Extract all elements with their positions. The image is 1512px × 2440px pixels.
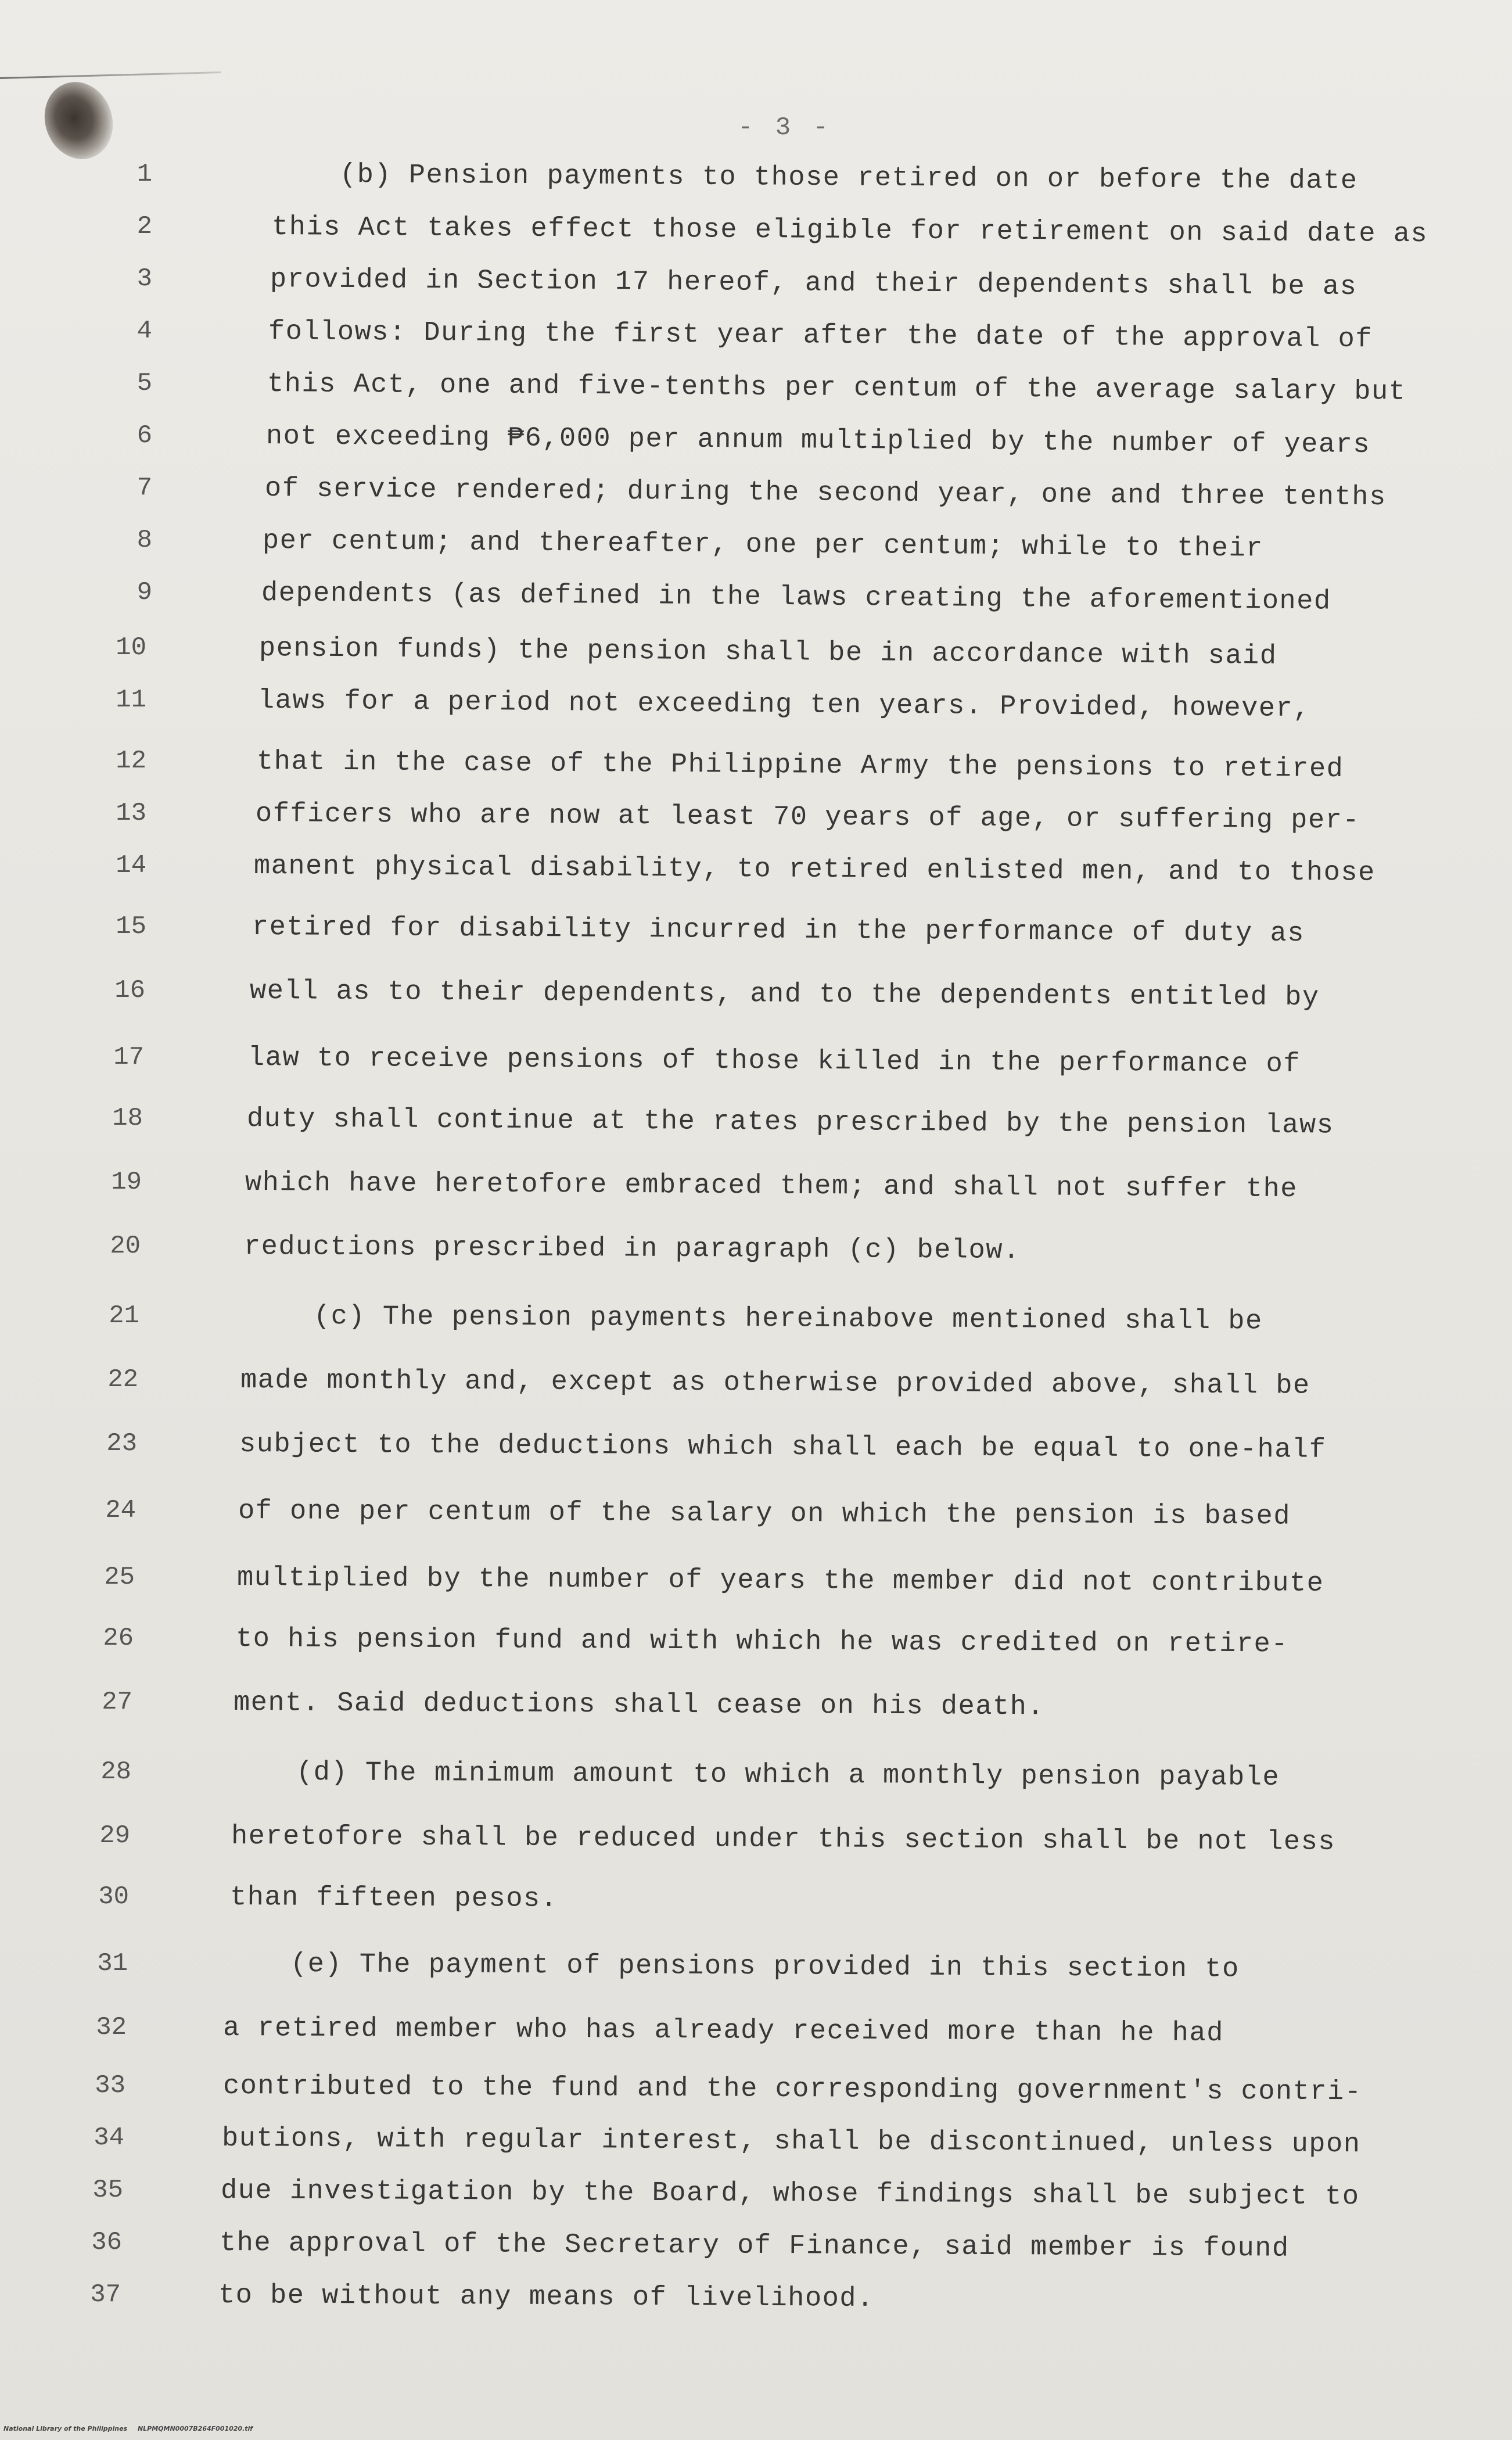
ink-stain — [34, 72, 123, 168]
line-number: 36 — [91, 2228, 122, 2257]
text-line — [0, 369, 1512, 415]
line-text: that in the case of the Philippine Army the pensions to retired — [256, 747, 1344, 785]
text-line — [0, 473, 1512, 520]
line-number: 11 — [116, 686, 146, 715]
text-line — [0, 2176, 1512, 2222]
line-text: made monthly and, except as otherwise provided above, shall be — [240, 1365, 1310, 1402]
text-line — [0, 2013, 1512, 2059]
text-line — [0, 799, 1512, 845]
line-number: 5 — [137, 369, 152, 398]
line-number: 31 — [97, 1949, 128, 1978]
line-number: 22 — [107, 1365, 138, 1394]
line-text: of service rendered; during the second year, one and three tenths — [264, 473, 1387, 514]
text-line — [0, 1624, 1512, 1670]
line-number: 23 — [106, 1429, 137, 1458]
line-text: pension funds) the pension shall be in accordance with said — [258, 633, 1277, 672]
text-line — [0, 212, 1512, 259]
scan-scratch-mark — [0, 71, 221, 79]
text-line — [0, 912, 1512, 959]
line-text: heretofore shall be reduced under this section shall be not less — [231, 1821, 1336, 1858]
line-text: which have heretofore embraced them; and shall not suffer the — [245, 1168, 1298, 1205]
line-number: 32 — [96, 2013, 127, 2042]
line-number: 33 — [95, 2071, 125, 2100]
line-number: 30 — [98, 1882, 129, 1911]
line-text: this Act takes effect those eligible for retirement on said date as — [271, 212, 1428, 250]
line-text: reductions prescribed in paragraph (c) below. — [243, 1232, 1021, 1266]
text-line — [0, 1757, 1512, 1804]
line-text: to be without any means of livelihood. — [218, 2280, 874, 2315]
text-line — [0, 1429, 1512, 1476]
line-text: retired for disability incurred in the performance of duty as — [252, 912, 1305, 950]
text-line — [0, 1949, 1512, 1996]
line-number: 14 — [116, 851, 146, 880]
line-number: 26 — [103, 1624, 134, 1653]
line-text: of one per centum of the salary on which the pension is based — [238, 1496, 1291, 1533]
line-number: 34 — [94, 2123, 124, 2152]
line-text: (e) The payment of pensions provided in this section to — [290, 1949, 1240, 1985]
line-text: duty shall continue at the rates prescribed by the pension laws — [246, 1104, 1334, 1142]
line-number: 20 — [110, 1232, 141, 1261]
text-line — [0, 1821, 1512, 1868]
line-text: not exceeding ₱6,000 per annum multiplied by the number of years — [265, 421, 1371, 461]
line-number: 35 — [92, 2176, 123, 2205]
line-number: 12 — [116, 747, 146, 776]
text-line — [0, 1232, 1512, 1278]
line-text: laws for a period not exceeding ten years. Provided, however, — [257, 686, 1311, 725]
text-line — [0, 2123, 1512, 2170]
line-number: 19 — [111, 1168, 142, 1197]
line-number: 4 — [137, 317, 152, 346]
line-text: manent physical disability, to retired enlisted men, and to those — [253, 851, 1375, 889]
line-text: provided in Section 17 hereof, and their dependents shall be as — [270, 264, 1357, 303]
line-number: 15 — [116, 912, 146, 941]
line-text: (c) The pension payments hereinabove mentioned shall be — [313, 1301, 1263, 1337]
scan-footer — [3, 2425, 261, 2432]
line-text: well as to their dependents, and to the dependents entitled by — [249, 976, 1320, 1014]
line-text: per centum; and thereafter, one per centum; while to their — [262, 526, 1264, 565]
line-number: 37 — [90, 2280, 121, 2309]
text-line — [0, 2228, 1512, 2274]
line-number: 29 — [99, 1821, 130, 1850]
line-number: 6 — [137, 421, 152, 450]
text-line — [0, 578, 1512, 625]
line-text: to his pension fund and with which he was credited on retire- — [235, 1624, 1289, 1660]
line-number: 8 — [137, 526, 152, 555]
text-line — [0, 747, 1512, 793]
text-line — [0, 2280, 1512, 2327]
line-number: 21 — [109, 1301, 139, 1330]
footer-file: NLPMQMN0007B264F001020.tif — [137, 2425, 253, 2432]
text-line — [0, 1301, 1512, 1348]
line-number: 25 — [104, 1563, 135, 1592]
line-number: 3 — [137, 264, 152, 293]
text-line — [0, 1496, 1512, 1542]
line-text: due investigation by the Board, whose findings shall be subject to — [220, 2176, 1360, 2213]
page-number: - 3 - — [738, 113, 832, 142]
text-line — [0, 160, 1512, 206]
line-number: 27 — [102, 1688, 132, 1717]
line-text: ment. Said deductions shall cease on his death. — [233, 1688, 1045, 1723]
line-text: this Act, one and five-tenths per centum of the average salary but — [267, 369, 1406, 408]
text-line — [0, 1563, 1512, 1609]
line-number: 13 — [116, 799, 146, 828]
line-text: than fifteen pesos. — [229, 1882, 558, 1915]
text-line — [0, 1882, 1512, 1929]
line-number: 18 — [112, 1104, 143, 1133]
text-line — [0, 264, 1512, 311]
line-text: law to receive pensions of those killed in the performance of — [247, 1043, 1301, 1081]
text-line — [0, 976, 1512, 1022]
text-line — [0, 1168, 1512, 1214]
text-line — [0, 421, 1512, 468]
line-text: multiplied by the number of years the member did not contribute — [236, 1563, 1324, 1599]
text-line — [0, 1043, 1512, 1089]
text-line — [0, 317, 1512, 363]
line-number: 1 — [137, 160, 152, 189]
line-text: (b) Pension payments to those retired on or before the date — [339, 160, 1358, 197]
line-number: 24 — [105, 1496, 136, 1525]
text-line — [0, 1104, 1512, 1150]
line-text: follows: During the first year after the date of the approval of — [268, 317, 1373, 356]
line-number: 10 — [116, 633, 146, 662]
line-number: 28 — [100, 1757, 131, 1786]
line-text: subject to the deductions which shall each be equal to one-half — [239, 1429, 1327, 1466]
line-number: 7 — [137, 473, 152, 503]
line-number: 9 — [137, 578, 152, 607]
footer-library: National Library of the Philippines — [3, 2425, 128, 2432]
text-line — [0, 633, 1512, 680]
text-line — [0, 2071, 1512, 2118]
line-text: contributed to the fund and the corresponding government's contri- — [222, 2071, 1362, 2108]
line-number: 16 — [114, 976, 145, 1005]
text-line — [0, 1365, 1512, 1412]
line-text: dependents (as defined in the laws creating the aforementioned — [261, 578, 1331, 618]
line-number: 17 — [113, 1043, 144, 1072]
text-line — [0, 851, 1512, 898]
text-line — [0, 686, 1512, 732]
line-text: the approval of the Secretary of Finance, said member is found — [219, 2228, 1290, 2265]
text-line — [0, 1688, 1512, 1734]
line-text: (d) The minimum amount to which a monthly pension payable — [296, 1757, 1280, 1793]
line-text: officers who are now at least 70 years of age, or suffering per- — [255, 799, 1360, 837]
line-text: a retired member who has already received more than he had — [222, 2013, 1224, 2050]
line-text: butions, with regular interest, shall be discontinued, unless upon — [221, 2123, 1361, 2161]
text-line — [0, 526, 1512, 572]
line-number: 2 — [137, 212, 152, 241]
